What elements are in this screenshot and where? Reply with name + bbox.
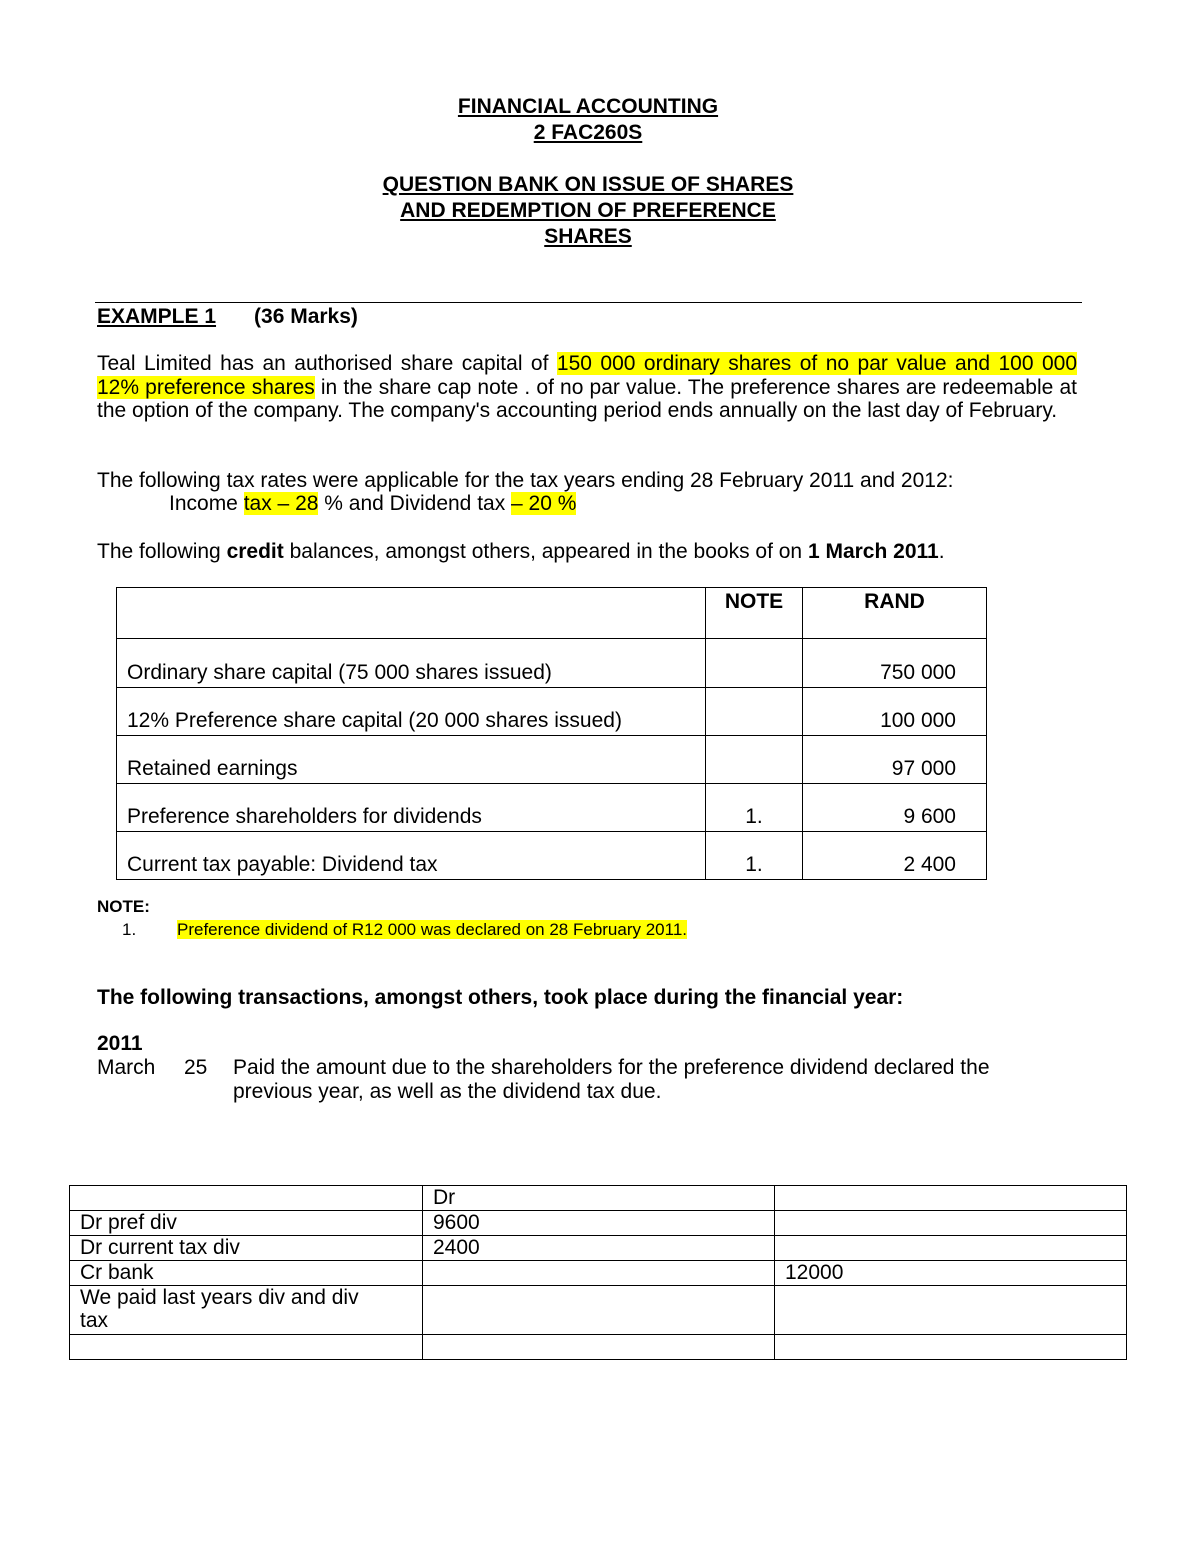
row-description: Retained earnings xyxy=(117,736,706,784)
note-text: Preference dividend of R12 000 was declared on 28 February 2011. xyxy=(177,920,688,939)
course-title: FINANCIAL ACCOUNTING xyxy=(457,95,719,118)
journal-cell: Dr pref div xyxy=(70,1211,423,1236)
journal-cell xyxy=(70,1335,423,1360)
journal-cell xyxy=(775,1286,1127,1335)
table-row xyxy=(70,1261,1127,1286)
dividend-tax-label: % and Dividend tax xyxy=(318,492,512,515)
table-row xyxy=(70,1335,1127,1360)
income-tax-rate: tax – 28 xyxy=(243,492,319,515)
balances-intro-text: The following xyxy=(97,540,227,563)
example-marks: (36 Marks) xyxy=(254,305,358,328)
highlighted-share-capital: 150 000 ordinary shares of no par value and 100 000 12% preference shares xyxy=(97,352,1078,399)
journal-cell xyxy=(775,1186,1127,1211)
note-item xyxy=(122,920,687,940)
example-intro-paragraph xyxy=(97,352,1077,423)
row-description: 12% Preference share capital (20 000 shares issued) xyxy=(117,688,706,736)
journal-cell: We paid last years div and div tax xyxy=(70,1286,423,1335)
header-note: NOTE xyxy=(706,588,803,639)
row-description: Ordinary share capital (75 000 shares issued) xyxy=(117,639,706,688)
row-note xyxy=(706,639,803,688)
transaction-month: March xyxy=(97,1056,156,1079)
note-number: 1. xyxy=(122,920,137,939)
row-note xyxy=(706,736,803,784)
journal-cell: 9600 xyxy=(423,1211,775,1236)
table-row xyxy=(70,1286,1127,1335)
tax-rates-intro: The following tax rates were applicable for the tax years ending 28 February 2011 and 2012: xyxy=(97,469,954,492)
journal-entry-table xyxy=(69,1185,1127,1360)
journal-cell: 12000 xyxy=(775,1261,1127,1286)
transaction-text-line-1: Paid the amount due to the shareholders for the preference dividend declared the xyxy=(233,1056,990,1079)
journal-cell: Cr bank xyxy=(70,1261,423,1286)
journal-cell xyxy=(423,1335,775,1360)
transaction-day: 25 xyxy=(184,1056,208,1079)
tax-rates-line xyxy=(169,492,1069,516)
row-description: Preference shareholders for dividends xyxy=(117,784,706,832)
row-note xyxy=(706,688,803,736)
intro-text-continued: in the share cap note . of no par value. The preference shares are redeemable at the option of the company. The company's accounting period ends annually on the last day of February. xyxy=(97,375,1077,422)
transaction-description xyxy=(233,1056,1093,1103)
table-row xyxy=(70,1211,1127,1236)
row-description: Current tax payable: Dividend tax xyxy=(117,832,706,880)
transactions-heading: The following transactions, amongst others, took place during the financial year: xyxy=(97,986,904,1009)
transaction-year: 2011 xyxy=(97,1032,143,1055)
row-amount: 750 000 xyxy=(803,639,987,688)
table-row xyxy=(70,1236,1127,1261)
balances-intro xyxy=(97,540,1077,564)
table-header-row xyxy=(117,588,987,639)
row-amount: 97 000 xyxy=(803,736,987,784)
credit-word: credit xyxy=(226,540,284,563)
journal-cell: Dr current tax div xyxy=(70,1236,423,1261)
period: . xyxy=(938,540,945,563)
note-heading: NOTE: xyxy=(97,897,150,916)
intro-text: Teal Limited has an authorised share capital of xyxy=(97,352,557,375)
example-heading xyxy=(97,305,1077,329)
journal-cell xyxy=(775,1335,1127,1360)
journal-cell xyxy=(775,1211,1127,1236)
horizontal-divider xyxy=(95,302,1082,303)
opening-balances-table xyxy=(116,587,987,880)
course-code: 2 FAC260S xyxy=(533,121,643,144)
question-bank-title-line-1: QUESTION BANK ON ISSUE OF SHARES xyxy=(382,173,794,196)
table-row xyxy=(117,639,987,688)
header-description xyxy=(117,588,706,639)
table-row xyxy=(117,736,987,784)
income-tax-label: Income xyxy=(169,492,244,515)
question-bank-title-line-2: AND REDEMPTION OF PREFERENCE xyxy=(400,199,776,222)
table-row xyxy=(117,784,987,832)
row-amount: 100 000 xyxy=(803,688,987,736)
journal-cell xyxy=(775,1236,1127,1261)
row-amount: 9 600 xyxy=(803,784,987,832)
table-row xyxy=(70,1186,1127,1211)
dividend-tax-rate: – 20 % xyxy=(511,492,577,515)
example-label: EXAMPLE 1 xyxy=(97,305,217,328)
header-rand: RAND xyxy=(803,588,987,639)
row-note: 1. xyxy=(706,832,803,880)
journal-cell: Dr xyxy=(423,1186,775,1211)
table-row xyxy=(117,832,987,880)
journal-cell xyxy=(423,1286,775,1335)
journal-cell xyxy=(70,1186,423,1211)
transaction-text-line-2: previous year, as well as the dividend tax due. xyxy=(233,1079,662,1103)
document-header xyxy=(0,94,1176,250)
row-amount: 2 400 xyxy=(803,832,987,880)
question-bank-title-line-3: SHARES xyxy=(544,225,632,248)
journal-cell xyxy=(423,1261,775,1286)
row-note: 1. xyxy=(706,784,803,832)
balances-intro-text-2: balances, amongst others, appeared in the books of on xyxy=(283,540,808,563)
table-row xyxy=(117,688,987,736)
journal-cell: 2400 xyxy=(423,1236,775,1261)
balance-date: 1 March 2011 xyxy=(807,540,939,563)
